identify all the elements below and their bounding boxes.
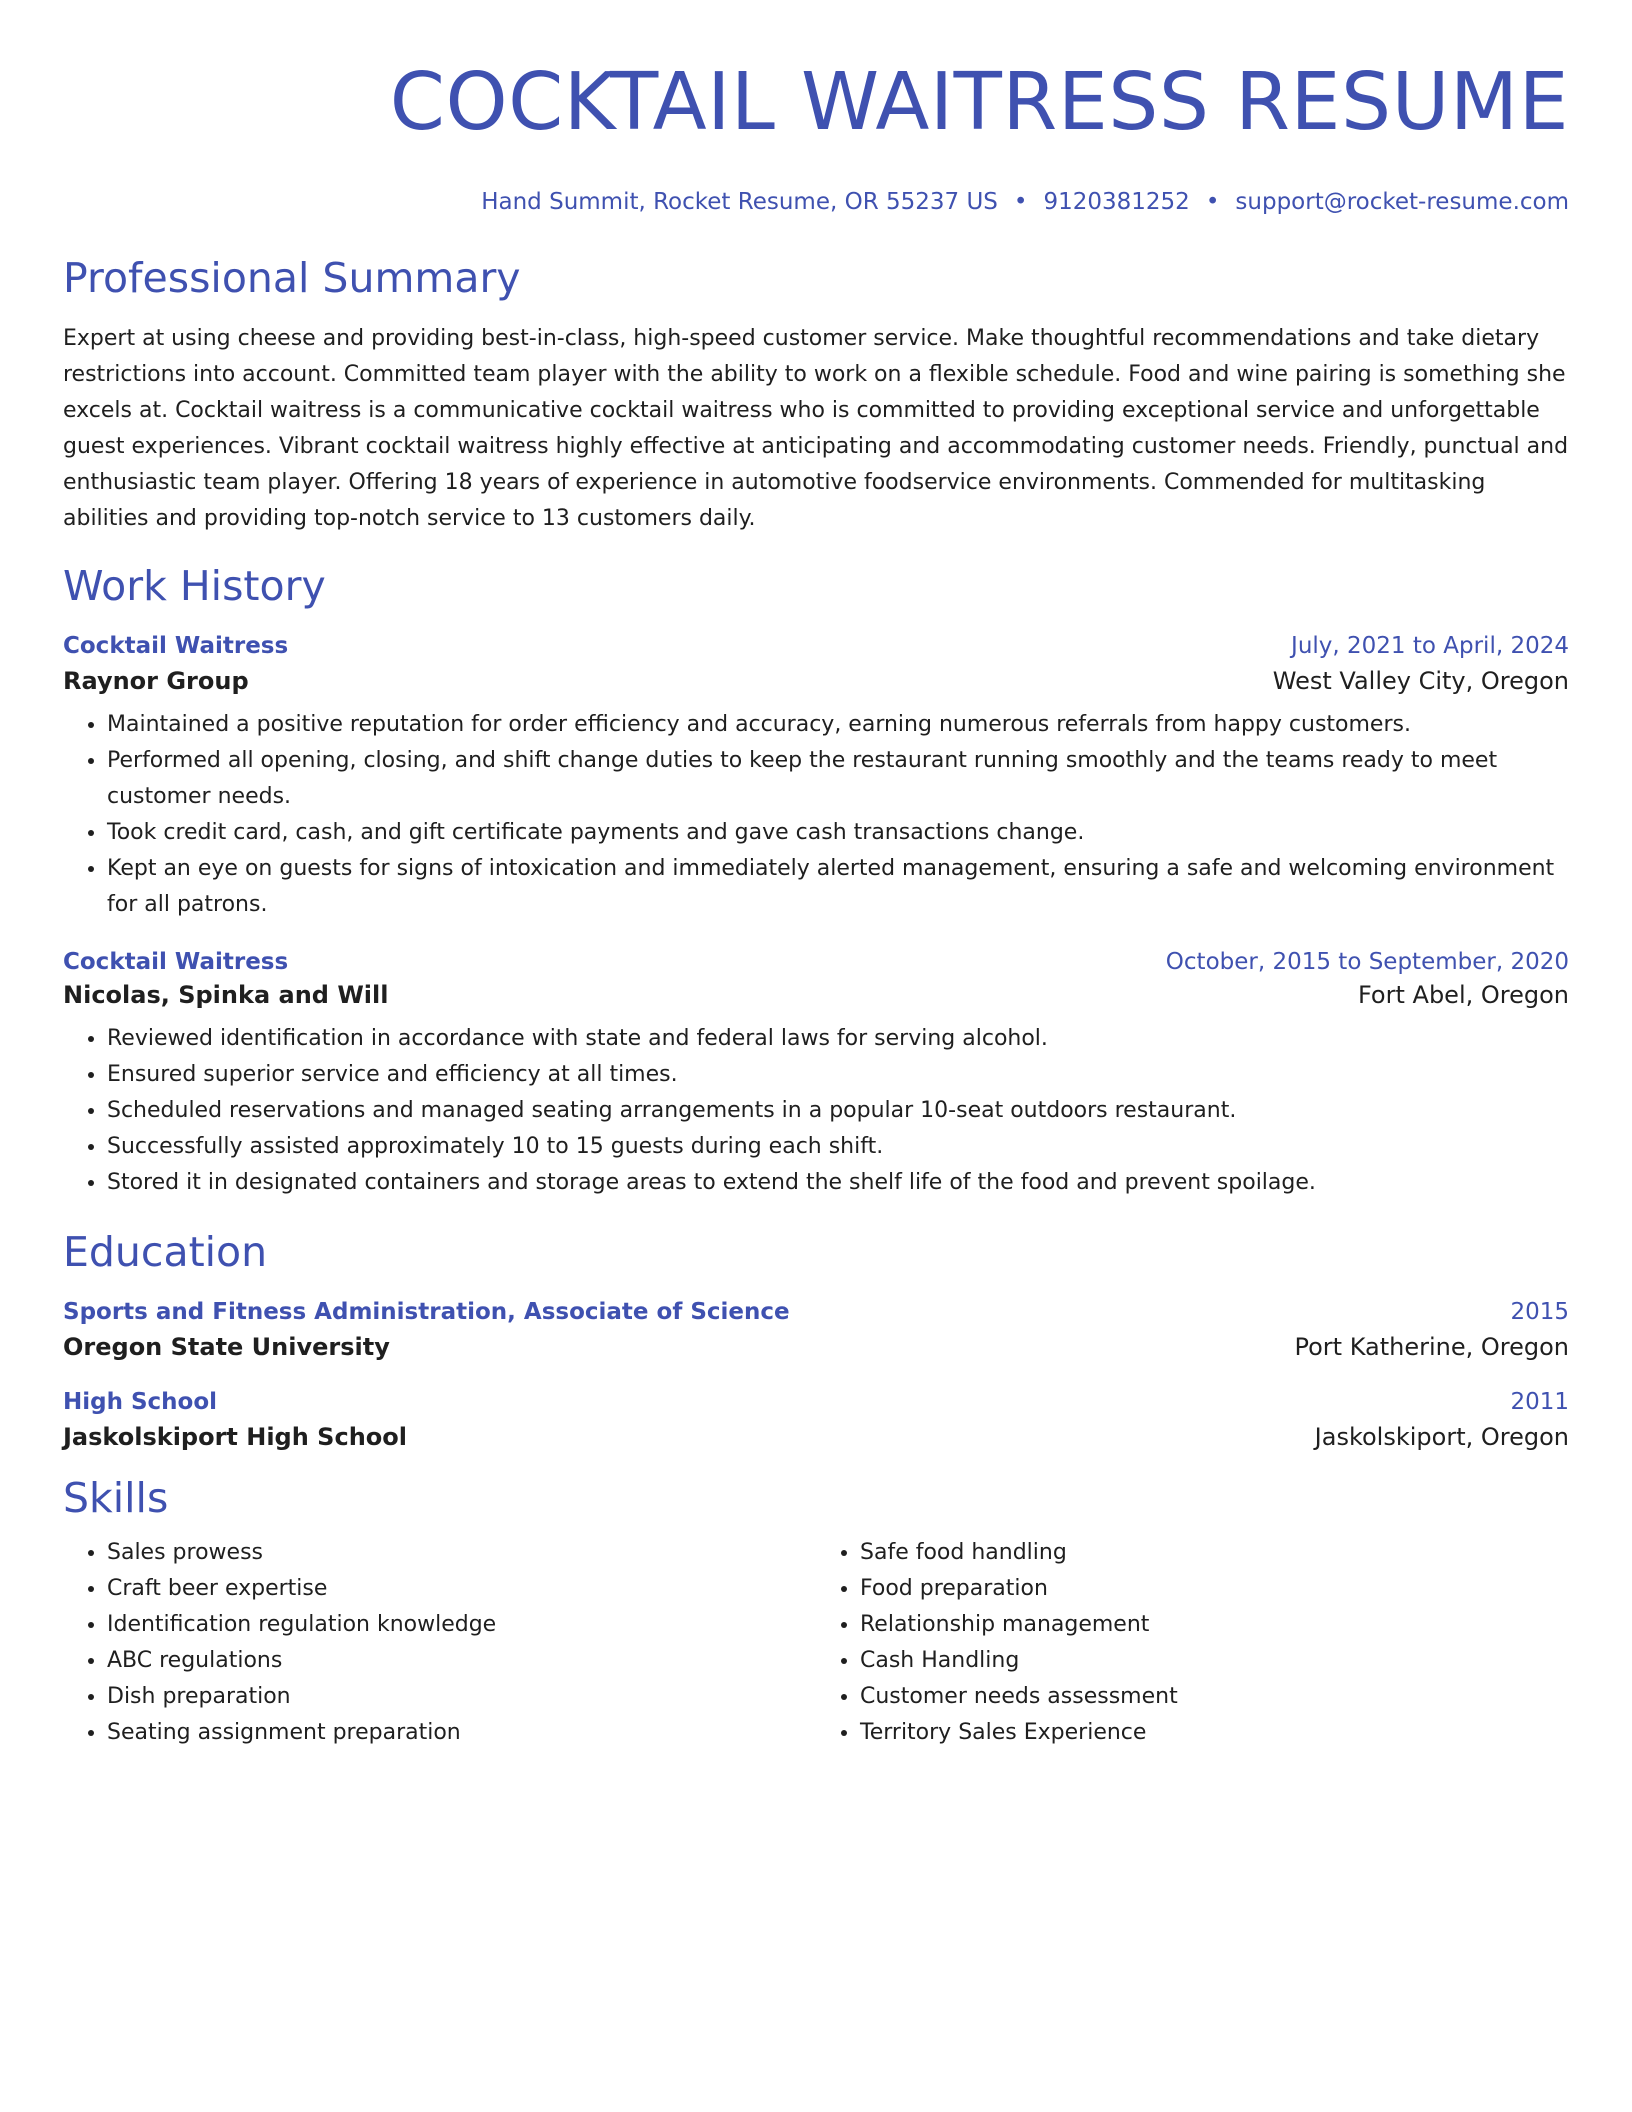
contact-email[interactable]: support@rocket-resume.com: [1235, 189, 1569, 215]
list-item: • Ensured superior service and efficiency at all times.: [107, 1057, 1569, 1093]
list-item: • Stored it in designated containers and storage areas to extend the shelf life of the food and prevent spoilage.: [107, 1165, 1569, 1201]
skill-item: • Food preparation: [860, 1571, 1569, 1607]
list-item: • Took credit card, cash, and gift certificate payments and gave cash transactions change.: [107, 815, 1569, 851]
skill-item: • Identification regulation knowledge: [107, 1607, 816, 1643]
separator-dot: •: [1205, 189, 1220, 215]
job-company: Nicolas, Spinka and Will: [63, 981, 389, 1009]
education-degree: Sports and Fitness Administration, Associate of Science: [63, 1299, 790, 1325]
job-bullets: [63, 1021, 1569, 1201]
skill-item: • ABC regulations: [107, 1643, 816, 1679]
summary-text: Expert at using cheese and providing best-in-class, high-speed customer service. Make thoughtful recommendations and take dietary restrictions into account. Committed team player with the ability to work on a flexible schedule. Food and wine pairing is something she excels at. Cocktail waitress is a communicative cocktail waitress who is committed to providing exceptional service and unforgettable guest experiences. Vibrant cocktail waitress highly effective at anticipating and accommodating customer needs. Friendly, punctual and enthusiastic team player. Offering 18 years of experience in automotive foodservice environments. Commended for multitasking abilities and providing top-notch service to 13 customers daily.: [63, 326, 1569, 531]
list-item: • Scheduled reservations and managed seating arrangements in a popular 10-seat outdoors restaurant.: [107, 1093, 1569, 1129]
job-dates: July, 2021 to April, 2024: [1291, 633, 1569, 659]
education-school-row: [63, 1333, 1569, 1361]
education-year: 2015: [1510, 1299, 1569, 1325]
list-item: • Kept an eye on guests for signs of intoxication and immediately alerted management, ensuring a safe and welcoming environment for all patrons.: [107, 851, 1569, 923]
separator-dot: •: [1013, 189, 1028, 215]
skill-item: • Seating assignment preparation: [107, 1715, 816, 1751]
skills-list-left: [63, 1535, 816, 1751]
job-location: Fort Abel, Oregon: [1357, 981, 1569, 1009]
skill-item: • Dish preparation: [107, 1679, 816, 1715]
summary-heading: Professional Summary: [63, 254, 521, 302]
skill-item: • Relationship management: [860, 1607, 1569, 1643]
education-header-row: [63, 1299, 1569, 1325]
job-location: West Valley City, Oregon: [1272, 667, 1569, 695]
education-heading: Education: [63, 1228, 268, 1276]
education-school: Jaskolskiport High School: [63, 1423, 407, 1451]
education-header-row: [63, 1389, 1569, 1415]
skills-columns: [63, 1535, 1569, 1751]
education-location: Port Katherine, Oregon: [1294, 1333, 1569, 1361]
contact-line: [63, 187, 1569, 217]
education-location: Jaskolskiport, Oregon: [1314, 1423, 1569, 1451]
job-header-row: [63, 949, 1569, 975]
education-year: 2011: [1510, 1389, 1569, 1415]
list-item: • Performed all opening, closing, and shift change duties to keep the restaurant running smoothly and the teams ready to meet customer needs.: [107, 743, 1569, 815]
job-entry: [63, 633, 1569, 923]
education-entry: [63, 1299, 1569, 1361]
resume-title: COCKTAIL WAITRESS RESUME: [389, 56, 1569, 148]
list-item: • Successfully assisted approximately 10 to 15 guests during each shift.: [107, 1129, 1569, 1165]
skill-item: • Craft beer expertise: [107, 1571, 816, 1607]
education-school: Oregon State University: [63, 1333, 390, 1361]
education-degree: High School: [63, 1389, 218, 1415]
skill-item: • Territory Sales Experience: [860, 1715, 1569, 1751]
job-company: Raynor Group: [63, 667, 249, 695]
skills-list-right: [816, 1535, 1569, 1751]
job-header-row: [63, 633, 1569, 659]
job-company-row: [63, 667, 1569, 695]
list-item: • Reviewed identification in accordance with state and federal laws for serving alcohol.: [107, 1021, 1569, 1057]
job-title: Cocktail Waitress: [63, 949, 289, 975]
job-entry: [63, 949, 1569, 1201]
job-dates: October, 2015 to September, 2020: [1165, 949, 1569, 975]
list-item: • Maintained a positive reputation for order efficiency and accuracy, earning numerous referrals from happy customers.: [107, 707, 1569, 743]
skill-item: • Customer needs assessment: [860, 1679, 1569, 1715]
skills-heading: Skills: [63, 1474, 169, 1522]
education-entry: [63, 1389, 1569, 1451]
job-company-row: [63, 981, 1569, 1009]
education-school-row: [63, 1423, 1569, 1451]
skill-item: • Safe food handling: [860, 1535, 1569, 1571]
job-bullets: [63, 707, 1569, 923]
skill-item: • Cash Handling: [860, 1643, 1569, 1679]
skill-item: • Sales prowess: [107, 1535, 816, 1571]
contact-phone: 9120381252: [1043, 189, 1190, 215]
work-history-heading: Work History: [63, 562, 326, 610]
contact-address: Hand Summit, Rocket Resume, OR 55237 US: [481, 189, 998, 215]
job-title: Cocktail Waitress: [63, 633, 289, 659]
